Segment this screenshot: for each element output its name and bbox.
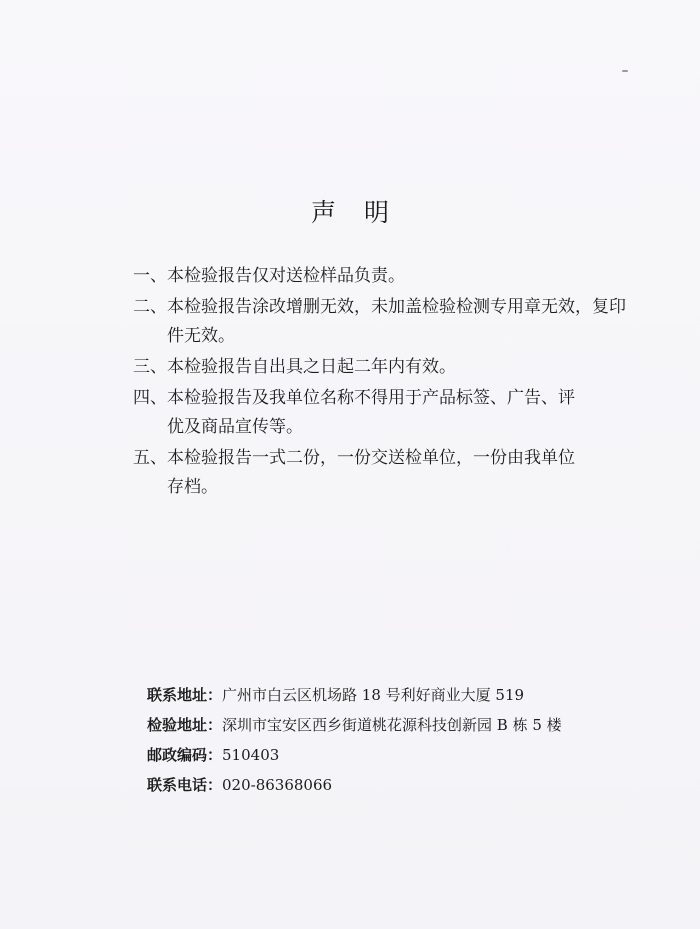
phone-label: 联系电话： <box>147 776 223 794</box>
lab-address-row <box>147 710 667 740</box>
phone-row <box>147 770 667 800</box>
lab-address-label: 检验地址： <box>147 716 223 734</box>
contact-info <box>147 680 667 800</box>
page-title: 声明 <box>310 198 417 227</box>
clause-1 <box>133 262 653 291</box>
clause-line: 四、本检验报告及我单位名称不得用于产品标签、广告、评 <box>133 388 575 408</box>
clause-line: 一、本检验报告仅对送检样品负责。 <box>133 266 405 286</box>
clause-3 <box>133 353 653 382</box>
clause-4 <box>133 384 653 442</box>
clause-line-continued: 件无效。 <box>167 326 235 346</box>
contact-address-value: 广州市白云区机场路 18 号利好商业大厦 519 <box>222 686 525 704</box>
postcode-value: 510403 <box>222 746 280 764</box>
clause-2 <box>133 293 653 351</box>
clause-5 <box>133 444 653 502</box>
postcode-row <box>147 740 667 770</box>
contact-address-label: 联系地址： <box>147 686 223 704</box>
scan-mark <box>622 70 628 72</box>
postcode-label: 邮政编码： <box>147 746 223 764</box>
clause-line-continued: 存档。 <box>167 477 218 497</box>
lab-address-value: 深圳市宝安区西乡街道桃花源科技创新园 B 栋 5 楼 <box>222 716 562 734</box>
phone-value: 020-86368066 <box>222 776 333 794</box>
clause-line: 五、本检验报告一式二份，一份交送检单位，一份由我单位 <box>133 448 575 468</box>
clause-line-continued: 优及商品宣传等。 <box>167 417 303 437</box>
contact-address-row <box>147 680 667 710</box>
statement-clauses <box>133 262 653 504</box>
clause-line: 三、本检验报告自出具之日起二年内有效。 <box>133 357 456 377</box>
clause-line: 二、本检验报告涂改增删无效，未加盖检验检测专用章无效，复印 <box>133 297 626 317</box>
